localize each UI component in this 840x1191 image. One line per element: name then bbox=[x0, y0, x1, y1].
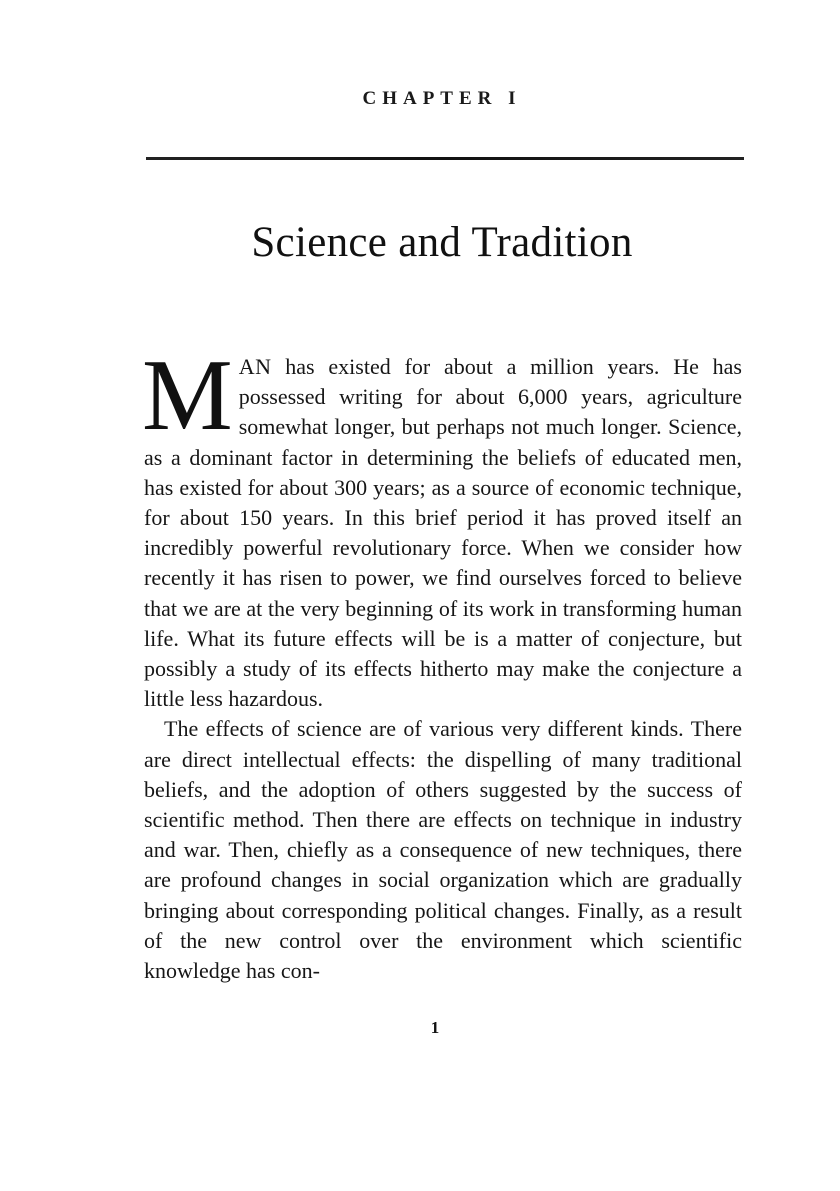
chapter-title: Science and Tradition bbox=[251, 219, 633, 266]
opening-small-caps: AN bbox=[238, 354, 272, 379]
paragraph-1-text: has existed for about a million years. He has possessed writing for about 6,000 years, agriculture somewhat longer, but perhaps not much longer. Science, as a dominant factor in determining the beliefs of educated men, has existed for about 300 years; as a source of economic technique, for about 150 years. In this brief period it has proved itself an incredibly powerful revolutionary force. When we consider how recently it has risen to power, we find ourselves forced to believe that we are at the very beginning of its work in transforming human life. What its future effects will be is a matter of conjecture, but possibly a study of its effects hitherto may make the conjecture a little less hazardous. bbox=[144, 354, 742, 712]
chapter-divider-rule bbox=[146, 157, 744, 160]
page-number: 1 bbox=[430, 1018, 440, 1037]
drop-cap: M bbox=[142, 339, 233, 452]
body-text bbox=[142, 339, 742, 986]
paragraph-2: The effects of science are of various very different kinds. There are direct intellectual effects: the dispelling of many traditional beliefs, and the adoption of others suggested by the success of scientific method. Then there are effects on technique in industry and war. Then, chiefly as a consequence of new techniques, there are profound changes in social organization which are gradually bringing about corresponding political changes. Finally, as a result of the new control over the environment which scientific knowledge has con- bbox=[144, 716, 742, 984]
paragraph-1 bbox=[142, 339, 742, 714]
chapter-label: CHAPTER I bbox=[362, 88, 522, 109]
